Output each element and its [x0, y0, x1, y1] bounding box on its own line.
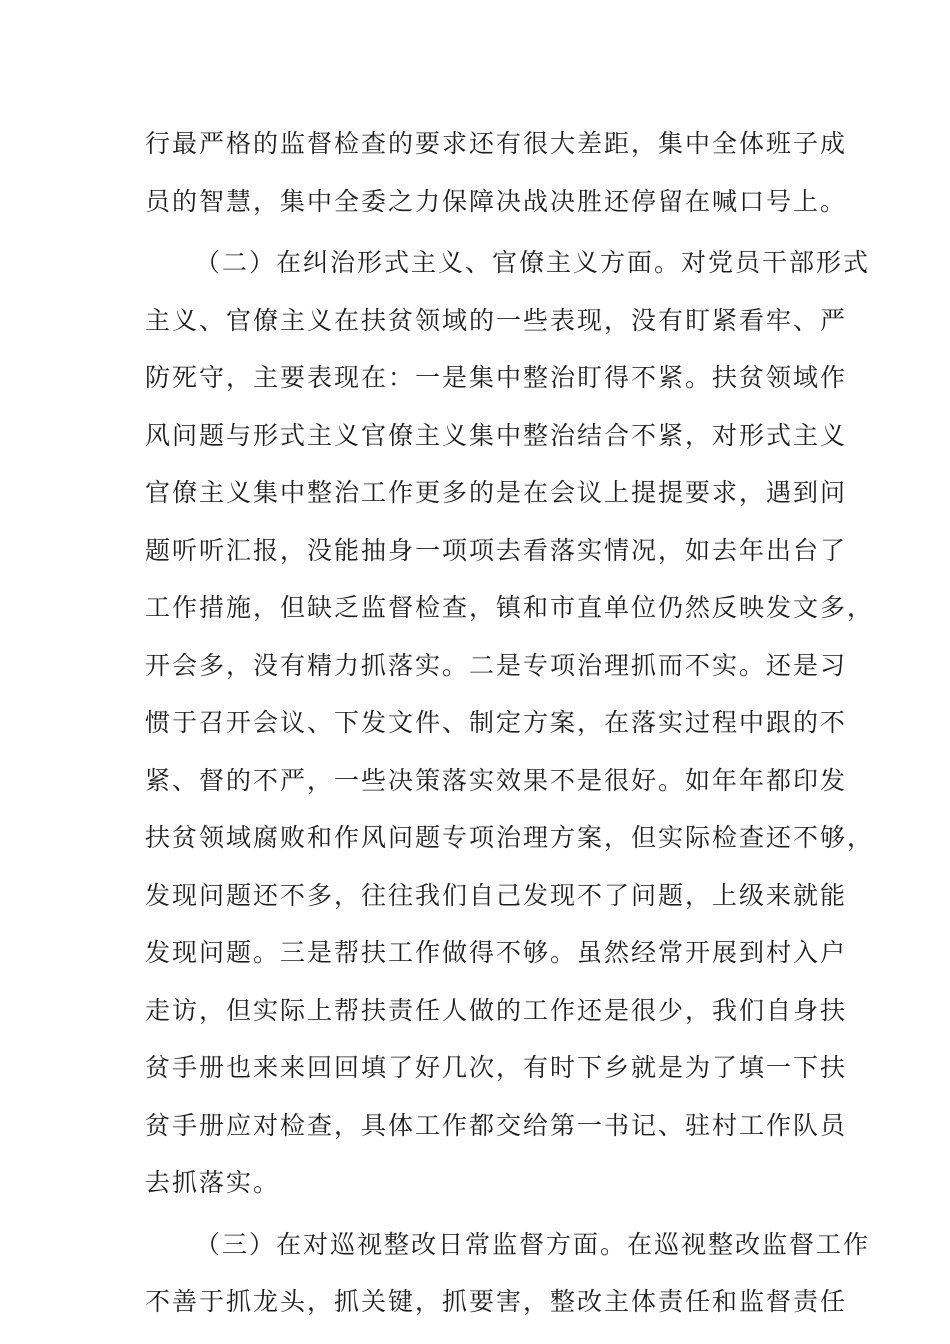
text-line: 贫手册应对检查，具体工作都交给第一书记、驻村工作队员 — [145, 1111, 848, 1140]
text-line: 去抓落实。 — [145, 1168, 281, 1197]
text-line: 风问题与形式主义官僚主义集中整治结合不紧，对形式主义 — [145, 421, 848, 450]
text-line: 工作措施，但缺乏监督检查，镇和市直单位仍然反映发文多， — [145, 593, 875, 622]
paragraph-heading-line: （二）在纠治形式主义、官僚主义方面。对党员干部形式 — [195, 248, 871, 277]
text-line: 扶贫领域腐败和作风问题专项治理方案，但实际检查还不够， — [145, 823, 875, 852]
text-line: 惯于召开会议、下发文件、制定方案，在落实过程中跟的不 — [145, 708, 848, 737]
text-line: 行最严格的监督检查的要求还有很大差距，集中全体班子成 — [145, 129, 848, 158]
paragraph-heading-line: （三）在对巡视整改日常监督方面。在巡视整改监督工作 — [195, 1230, 871, 1259]
text-line: 官僚主义集中整治工作更多的是在会议上提提要求，遇到问 — [145, 478, 848, 507]
text-line: 紧、督的不严，一些决策落实效果不是很好。如年年都印发 — [145, 766, 848, 795]
text-line: 防死守，主要表现在：一是集中整治盯得不紧。扶贫领域作 — [145, 363, 848, 392]
text-line: 走访，但实际上帮扶责任人做的工作还是很少，我们自身扶 — [145, 996, 848, 1025]
text-line: 贫手册也来来回回填了好几次，有时下乡就是为了填一下扶 — [145, 1053, 848, 1082]
text-line: 不善于抓龙头，抓关键，抓要害，整改主体责任和监督责任 — [145, 1287, 848, 1316]
text-line: 主义、官僚主义在扶贫领域的一些表现，没有盯紧看牢、严 — [145, 306, 848, 335]
text-line: 员的智慧，集中全委之力保障决战决胜还停留在喊口号上。 — [145, 187, 848, 216]
text-line: 发现问题还不多，往往我们自己发现不了问题，上级来就能 — [145, 881, 848, 910]
text-line: 题听听汇报，没能抽身一项项去看落实情况，如去年出台了 — [145, 536, 848, 565]
text-line: 发现问题。三是帮扶工作做得不够。虽然经常开展到村入户 — [145, 938, 848, 967]
text-line: 开会多，没有精力抓落实。二是专项治理抓而不实。还是习 — [145, 651, 848, 680]
